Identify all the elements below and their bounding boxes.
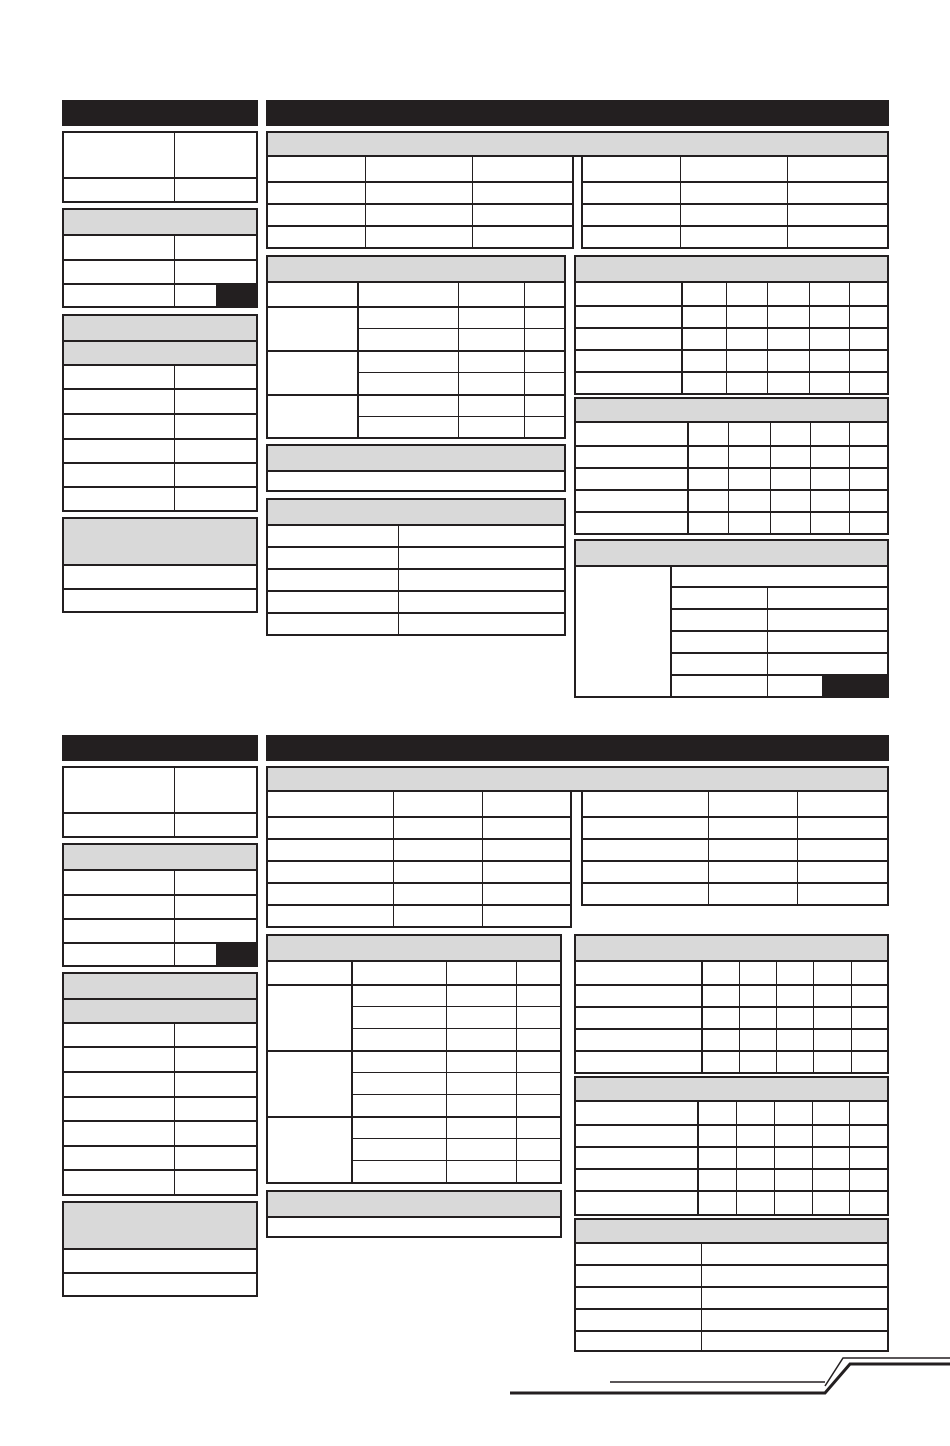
left-table-3 <box>62 314 258 512</box>
grid-table-1 <box>574 934 889 1074</box>
top-table-b <box>581 790 889 906</box>
left-table-1 <box>62 131 258 203</box>
left-table-4-header <box>64 519 256 564</box>
grid-table-2 <box>574 1076 889 1216</box>
left-table-2 <box>62 208 258 308</box>
single-row-table-1 <box>266 1190 562 1238</box>
right-column-header <box>266 735 889 761</box>
grid-table-1 <box>574 255 889 395</box>
black-fill-cell <box>822 676 887 696</box>
two-column-table-1 <box>266 498 566 636</box>
left-table-2 <box>62 843 258 967</box>
two-column-table-1 <box>574 1218 889 1352</box>
right-column-header <box>266 100 889 126</box>
black-fill-cell <box>216 285 256 306</box>
nested-table-1 <box>574 539 889 698</box>
footer-swoosh-graphic <box>505 1352 950 1402</box>
left-table-3 <box>62 972 258 1196</box>
grouped-table-1 <box>266 255 566 439</box>
grid-table-2 <box>574 397 889 535</box>
left-table-4 <box>62 1201 258 1297</box>
top-table-a <box>266 790 572 928</box>
top-table-b <box>581 155 889 249</box>
left-table-1 <box>62 766 258 838</box>
left-table-2-header <box>64 210 256 234</box>
black-fill-cell <box>216 944 256 965</box>
single-row-table-1 <box>266 444 566 492</box>
left-column-header <box>62 735 258 761</box>
left-column-header <box>62 100 258 126</box>
wide-subheader <box>266 766 889 792</box>
grouped-table-1 <box>266 934 562 1184</box>
left-table-4 <box>62 517 258 613</box>
top-table-a <box>266 155 574 249</box>
wide-subheader <box>266 131 889 157</box>
